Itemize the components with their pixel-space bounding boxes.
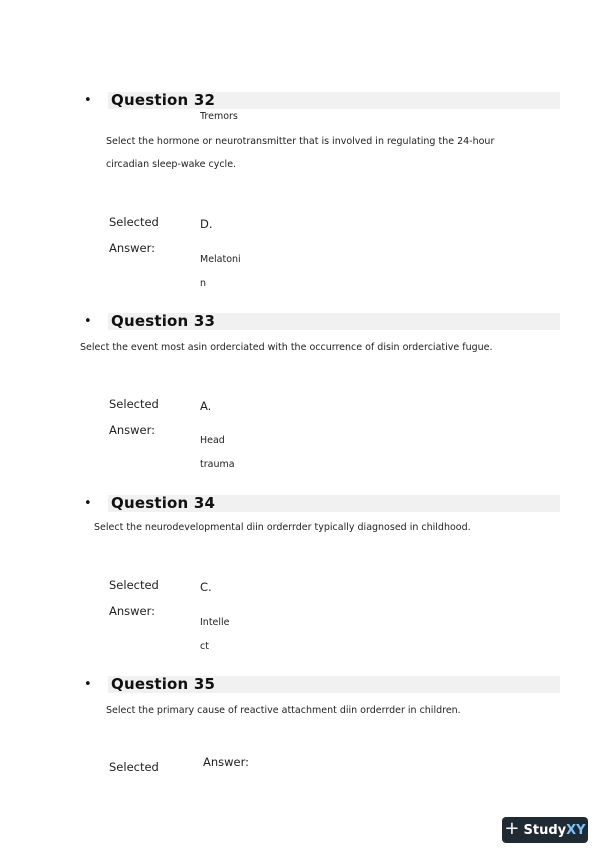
answer-letter: C. bbox=[200, 580, 212, 594]
selected-label: Selected bbox=[109, 215, 159, 229]
bullet: • bbox=[84, 677, 92, 692]
bullet: • bbox=[84, 496, 92, 511]
question-title: Question 35 bbox=[111, 675, 216, 693]
answer-letter: A. bbox=[200, 399, 212, 413]
question-text-line: Select the hormone or neurotransmitter that is involved in regulating the 24-hour bbox=[106, 136, 495, 147]
answer-label: Answer: bbox=[203, 755, 250, 769]
logo-text-main: Study bbox=[523, 822, 567, 838]
studyxy-logo bbox=[502, 817, 588, 843]
answer-letter: D. bbox=[200, 217, 213, 231]
logo-text-accent: XY bbox=[566, 822, 586, 838]
selected-label: Selected bbox=[109, 397, 159, 411]
question-title: Question 34 bbox=[111, 494, 216, 512]
answer-text-line: Head bbox=[200, 435, 225, 446]
question-text-line: Select the event most asin orderciated with the occurrence of disin orderciative fugue. bbox=[80, 342, 493, 353]
question-text-line: Select the neurodevelopmental diin orderrder typically diagnosed in childhood. bbox=[94, 522, 471, 533]
plus-icon: + bbox=[504, 818, 520, 839]
answer-text-line: ct bbox=[200, 641, 209, 652]
question-text-line: Select the primary cause of reactive attachment diin orderrder in children. bbox=[106, 705, 461, 716]
selected-label: Selected bbox=[109, 578, 159, 592]
bullet: • bbox=[84, 314, 92, 329]
bullet: • bbox=[84, 93, 92, 108]
answer-text-line: trauma bbox=[200, 459, 235, 470]
question-text-line: circadian sleep-wake cycle. bbox=[106, 159, 237, 170]
question-title: Question 33 bbox=[111, 312, 216, 330]
answer-text-line: Intelle bbox=[200, 617, 230, 628]
answer-label: Answer: bbox=[109, 604, 156, 618]
answer-label: Answer: bbox=[109, 423, 156, 437]
selected-label: Selected bbox=[109, 760, 159, 774]
answer-text-line: n bbox=[200, 278, 207, 289]
answer-label: Answer: bbox=[109, 241, 156, 255]
answer-text-line: Melatoni bbox=[200, 254, 241, 265]
previous-answer-text: Tremors bbox=[200, 111, 238, 122]
question-title: Question 32 bbox=[111, 91, 216, 109]
